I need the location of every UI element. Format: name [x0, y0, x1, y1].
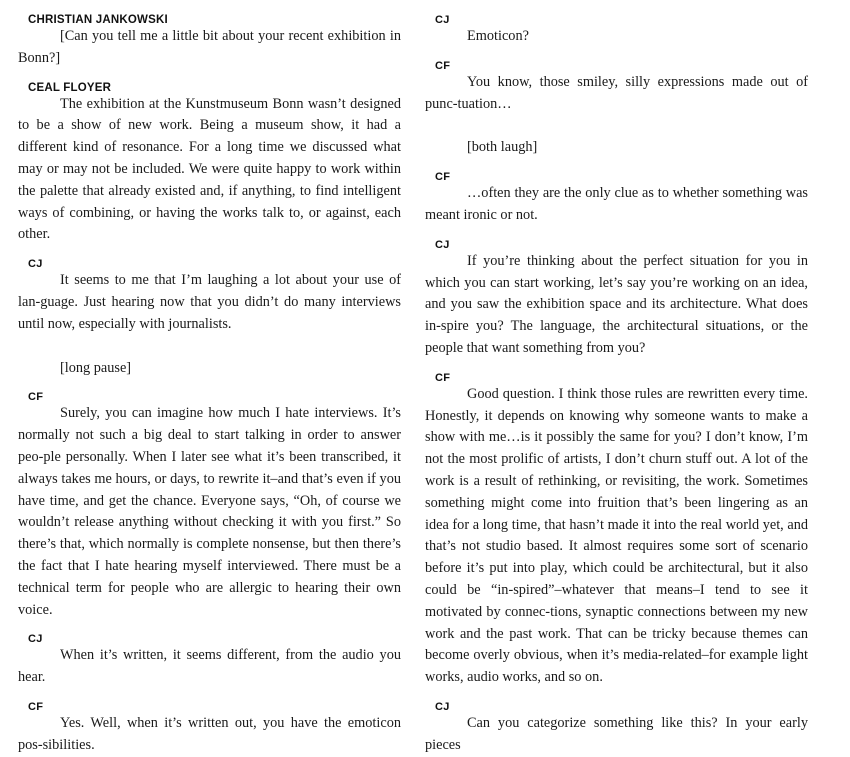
dialogue-text: Good question. I think those rules are rewritten every time. Honestly, it depends on knowing why someone wants to make a show with me…is it possibly the same for you? I don’t know, I’m not the most prolific of artists, I don’t churn stuff out. A lot of the work is a result of rethinking, or revisiting, the work. Sometimes something might come into fruition that’s been lingering as an idea for a long time, that hasn’t made it into the real world yet, and that’s not studio based. It almost requires some sort of scenario before it’s put into play, which could be architectural, but it also could be “in-spired”–whatever that means–I tend to see it motivated by connec-tions, synaptic connections between my new work and the past work. That can be tricky because themes can become overly obvious, when it’s media-related–for example light works, audio works, and so on.	[425, 385, 808, 686]
stage-direction: [long pause]	[60, 359, 132, 376]
dialogue-text: Surely, you can imagine how much I hate interviews. It’s normally not such a big deal to start talking in order to answer peo-ple personally. When I later see what it’s been transcribed, it always takes me hours, or days, to rewrite it–and that’s even if you have time, and get the chance. Everyone says, “Oh, of course we wouldn’t release anything without checking it with you first.” So there’s that, which normally is complete nonsense, but then there’s the fact that I hate hearing myself interviewed. There must be a technical term for people who are allergic to hearing their own voice.	[18, 405, 401, 618]
speaker-label: CJ	[28, 633, 43, 646]
speaker-label: CJ	[28, 258, 43, 271]
speaker-label: CF	[435, 171, 451, 184]
dialogue-text: You know, those smiley, silly expressions made out of punc-tuation…	[425, 73, 808, 112]
dialogue-text: Emoticon?	[467, 28, 529, 44]
dialogue-entry	[18, 81, 401, 247]
dialogue-text: Can you categorize something like this? In your early pieces	[425, 714, 808, 753]
dialogue-entry	[18, 258, 401, 335]
dialogue-text: Yes. Well, when it’s written out, you have the emoticon pos-sibilities.	[18, 714, 401, 753]
dialogue-entry	[18, 14, 401, 70]
dialogue-text: …often they are the only clue as to whether something was meant ironic or not.	[425, 185, 808, 223]
left-column	[18, 14, 401, 757]
dialogue-text: When it’s written, it seems different, from the audio you hear.	[18, 647, 401, 686]
dialogue-entry	[425, 238, 808, 360]
speaker-label: CJ	[435, 14, 450, 26]
dialogue-entry	[18, 391, 401, 621]
dialogue-entry	[425, 14, 808, 48]
speaker-label: CEAL FLOYER	[28, 81, 112, 94]
dialogue-entry	[425, 700, 808, 757]
speaker-label: CF	[435, 371, 451, 384]
speaker-label: CJ	[435, 238, 450, 251]
dialogue-entry	[425, 59, 808, 116]
dialogue-entry	[425, 171, 808, 227]
dialogue-text: If you’re thinking about the perfect situation for you in which you can start working, let’s say you’re working on an idea, and you saw the exhibition space and its architecture. What does in-spire you? The language, the architectural situations, or the people that want something from you?	[425, 252, 808, 356]
dialogue-text: It seems to me that I’m laughing a lot about your use of lan-guage. Just hearing now that you didn’t do many interviews until now, especially with journalists.	[18, 272, 401, 332]
dialogue-entry	[18, 633, 401, 689]
speaker-label: CF	[435, 59, 451, 72]
speaker-label: CF	[28, 391, 44, 404]
speaker-label: CJ	[435, 700, 450, 713]
dialogue-entry	[18, 700, 401, 757]
speaker-label: CF	[28, 700, 44, 713]
dialogue-text: The exhibition at the Kunstmuseum Bonn wasn’t designed to be a show of new work. Being a museum show, it had a different kind of resonance. For a long time we discussed what may or may not be included. We were quite happy to work within the palette that already existed and, if anything, to find intelligent ways of combining, or having the works talk to, or against, each other.	[18, 95, 401, 243]
right-column	[425, 14, 808, 757]
stage-direction: [both laugh]	[467, 139, 538, 156]
dialogue-entry	[425, 371, 808, 689]
speaker-label: CHRISTIAN JANKOWSKI	[28, 14, 168, 26]
dialogue-text: [Can you tell me a little bit about your recent exhibition in Bonn?]	[18, 28, 401, 66]
